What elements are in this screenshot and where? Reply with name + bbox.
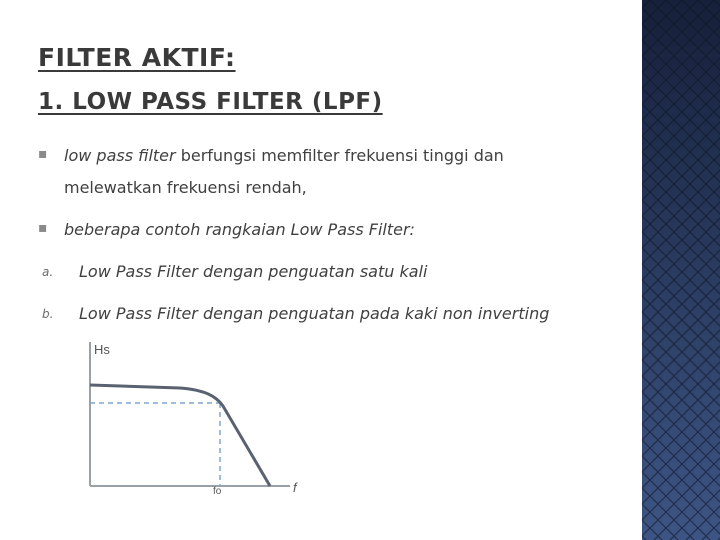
bullet-text-line-1	[64, 140, 504, 172]
slide-title	[38, 36, 618, 124]
cutoff-label: fo	[213, 486, 222, 497]
bullet-marker: ▪	[38, 220, 48, 236]
decorative-side-panel	[642, 0, 720, 540]
bullet-text-line-2: melewatkan frekuensi rendah,	[64, 178, 307, 197]
x-axis-label: f	[293, 480, 297, 495]
response-curve	[90, 385, 270, 486]
y-axis-label: Hs	[94, 342, 110, 357]
bullet-text: beberapa contoh rangkaian Low Pass Filter:	[64, 220, 415, 239]
bullet-rest: berfungsi memfilter frekuensi tinggi dan	[175, 146, 504, 165]
title-line-1: FILTER AKTIF:	[38, 43, 236, 72]
diamond-pattern	[642, 0, 720, 540]
lpf-response-graph	[80, 336, 320, 506]
list-text: Low Pass Filter dengan penguatan satu kali	[79, 262, 428, 281]
list-letter: a.	[42, 265, 54, 279]
list-letter: b.	[42, 307, 54, 321]
list-text: Low Pass Filter dengan penguatan pada kaki non inverting	[79, 304, 550, 323]
bullet-marker: ▪	[38, 146, 48, 162]
bullet-italic-term: low pass filter	[64, 146, 176, 165]
title-line-2: 1. LOW PASS FILTER (LPF)	[38, 89, 383, 115]
